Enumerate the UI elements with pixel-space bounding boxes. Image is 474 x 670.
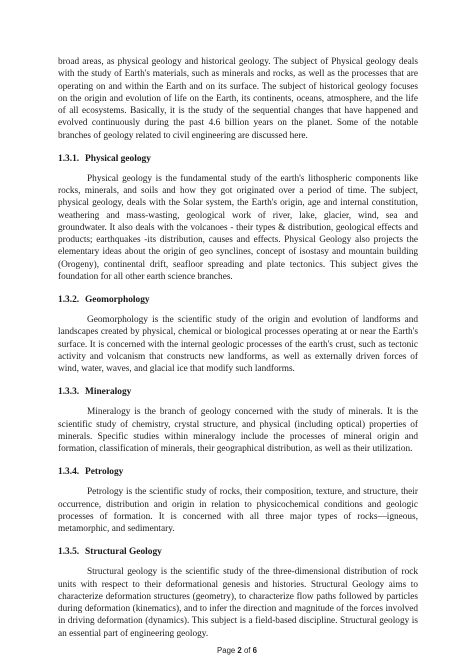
section-body: Mineralogy is the branch of geology concerned with the study of minerals. It is the scientific study of chemistry, crystal structure, and physical (including optical) properties of minerals. Specific studies within mineralogy include the processes of mineral origin and formation, classification of minerals, their geographical distribution, as well as their utilization. <box>58 407 418 454</box>
intro-paragraph: broad areas, as physical geology and historical geology. The subject of Physical geology deals with the study of Earth's materials, such as minerals and rocks, as well as the processes that are operating on and within the Earth and on its surface. The subject of historical geology focuses on the origin and evolution of life on the Earth, its continents, oceans, atmosphere, and the life of all ecosystems. Basically, it is the study of the sequential changes that have happened and evolved continuously during the past 4.6 billion years on the planet. Some of the notable branches of geology related to civil engineering are discussed here. <box>58 57 418 141</box>
section-structural-geology <box>58 546 418 640</box>
section-number: 1.3.5. <box>58 547 80 558</box>
current-page-number: 2 <box>237 646 242 655</box>
section-physical-geology <box>58 153 418 283</box>
section-mineralogy <box>58 386 418 455</box>
section-number: 1.3.1. <box>58 153 80 164</box>
section-title: Structural Geology <box>85 547 162 558</box>
section-body: Geomorphology is the scientific study of the origin and evolution of landforms and landscapes created by physical, chemical or biological processes operating at or near the Earth's surface. It is concerned with the internal geologic processes of the earth's crust, such as tectonic activity and volcanism that constructs new landforms, as well as externally driven forces of wind, water, waves, and glacial ice that modify such landforms. <box>58 315 418 374</box>
section-heading <box>58 386 418 398</box>
total-pages-number: 6 <box>252 646 257 655</box>
section-title: Geomorphology <box>85 295 150 305</box>
section-title: Physical geology <box>85 153 151 164</box>
section-title: Petrology <box>85 467 124 478</box>
section-heading <box>58 153 418 165</box>
section-number: 1.3.4. <box>58 467 80 478</box>
page-word: Page <box>217 646 236 655</box>
page-content <box>58 56 418 640</box>
section-body: Petrology is the scientific study of rocks, their composition, texture, and structure, their occurrence, distribution and origin in relation to physicochemical conditions and geologic processes of formation. It is concerned with all three major types of rocks—igneous, metamorphic, and sedimentary. <box>58 487 418 534</box>
section-body: Physical geology is the fundamental study of the earth's lithospheric components like rocks, minerals, and soils and how they got originated over a period of time. The subject, physical geology, deals with the Solar system, the Earth's origin, age and internal constitution, weathering and mass-wasting, geological work of river, lake, glacier, wind, sea and groundwater. It also deals with the volcanoes - their types & distribution, geological effects and products; earthquakes -its distribution, causes and effects. Physical Geology also projects the elementary ideas about the origin of geo synclines, concept of isostasy and mountain building (Orogeny), continental drift, seafloor spreading and plate tectonics. This subject gives the foundation for all other earth science branches. <box>58 173 418 282</box>
section-heading <box>58 546 418 558</box>
section-number: 1.3.2. <box>58 295 80 305</box>
section-body: Structural geology is the scientific study of the three-dimensional distribution of rock units with respect to their deformational genesis and histories. Structural Geology aims to characterize deformation structures (geometry), to characterize flow paths followed by particles during deformation (kinematics), and to infer the direction and magnitude of the forces involved in driving deformation (dynamics). This subject is a field-based discipline. Structural geology is an essential part of engineering geology. <box>58 567 418 639</box>
section-heading <box>58 466 418 478</box>
section-heading <box>58 294 418 306</box>
section-petrology <box>58 466 418 535</box>
page-footer <box>0 646 474 655</box>
section-geomorphology <box>58 294 418 375</box>
section-title: Mineralogy <box>85 387 132 398</box>
of-word: of <box>243 646 251 655</box>
section-number: 1.3.3. <box>58 387 80 398</box>
